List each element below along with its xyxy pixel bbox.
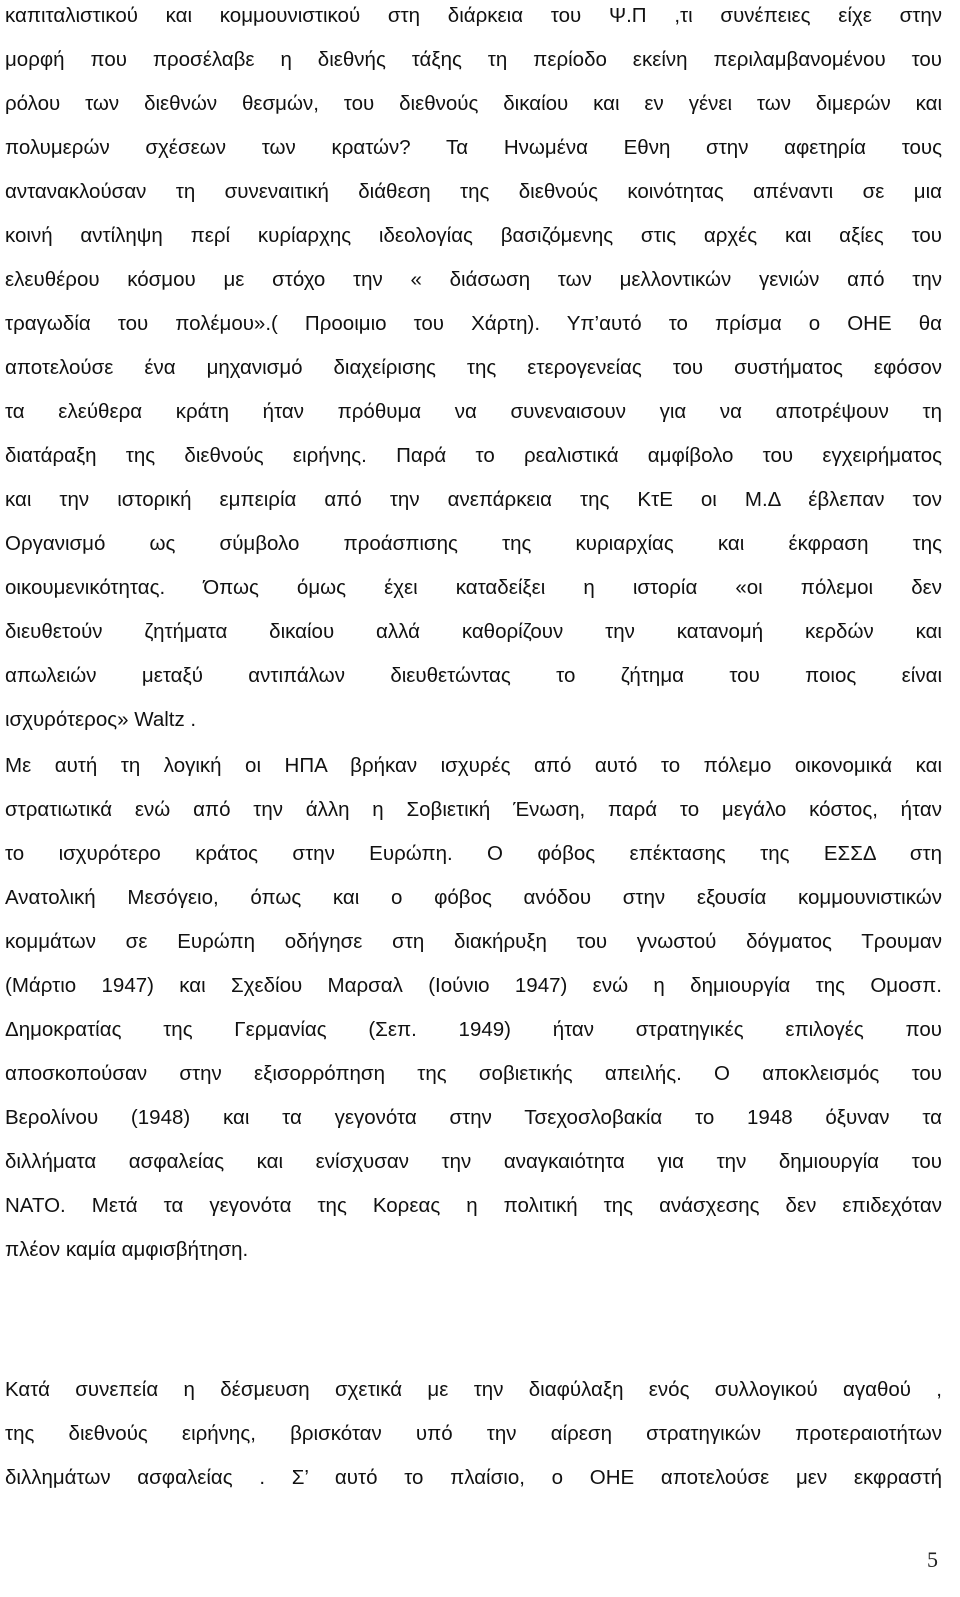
text-line: κομμάτων σε Ευρώπη οδήγησε στη διακήρυξη του γνωστού δόγματος Τρουμαν [5,930,942,953]
text-line: ΝΑΤΟ. Μετά τα γεγονότα της Κορεας η πολιτική της ανάσχεσης δεν επιδεχόταν [5,1194,942,1217]
text-line: οικουμενικότητας. Όπως όμως έχει καταδείξει η ιστορία «οι πόλεμοι δεν [5,576,942,599]
text-line: Βερολίνου (1948) και τα γεγονότα στην Τσεχοσλοβακία το 1948 όξυναν τα [5,1106,942,1129]
text-line: Κατά συνεπεία η δέσμευση σχετικά με την διαφύλαξη ενός συλλογικού αγαθού , [5,1378,942,1401]
text-line: αποσκοπούσαν στην εξισορρόπηση της σοβιετικής απειλής. Ο αποκλεισμός του [5,1062,942,1085]
text-line: στρατιωτικά ενώ από την άλλη η Σοβιετική Ένωση, παρά το μεγάλο κόστος, ήταν [5,798,942,821]
page-number: 5 [927,1547,938,1572]
text-line: και την ιστορική εμπειρία από την ανεπάρκεια της ΚτΕ οι Μ.Δ έβλεπαν τον [5,488,942,511]
text-line: ρόλου των διεθνών θεσμών, του διεθνούς δικαίου και εν γένει των διμερών και [5,92,942,115]
text-line: κοινή αντίληψη περί κυρίαρχης ιδεολογίας βασιζόμενης στις αρχές και αξίες του [5,224,942,247]
text-line: μορφή που προσέλαβε η διεθνής τάξης τη περίοδο εκείνη περιλαμβανομένου του [5,48,942,71]
text-line: αντανακλούσαν τη συνεναιτική διάθεση της διεθνούς κοινότητας απέναντι σε μια [5,180,942,203]
text-line: Με αυτή τη λογική οι ΗΠΑ βρήκαν ισχυρές από αυτό το πόλεμο οικονομικά και [5,754,942,777]
text-line: ισχυρότερος» Waltz . [5,708,197,731]
text-line: τραγωδία του πολέμου».( Προοιμιο του Χάρτη). Υπ’αυτό το πρίσμα ο ΟΗΕ θα [5,312,942,335]
text-line: Δημοκρατίας της Γερμανίας (Σεπ. 1949) ήταν στρατηγικές επιλογές που [5,1018,942,1041]
text-line: αποτελούσε ένα μηχανισμό διαχείρισης της ετερογενείας του συστήματος εφόσον [5,356,942,379]
text-line: (Μάρτιο 1947) και Σχεδίου Μαρσαλ (Ιούνιο 1947) ενώ η δημιουργία της Ομοσπ. [5,974,942,997]
text-line: πλέον καμία αμφισβήτηση. [5,1238,249,1261]
text-line: τα ελεύθερα κράτη ήταν πρόθυμα να συνεναισουν για να αποτρέψουν τη [5,400,942,423]
text-line: απωλειών μεταξύ αντιπάλων διευθετώντας το ζήτημα του ποιος είναι [5,664,942,687]
text-line: διευθετούν ζητήματα δικαίου αλλά καθορίζουν την κατανομή κερδών και [5,620,942,643]
text-line: πολυμερών σχέσεων των κρατών? Τα Ηνωμένα Εθνη στην αφετηρία τους [5,136,942,159]
text-line: το ισχυρότερο κράτος στην Ευρώπη. Ο φόβος επέκτασης της ΕΣΣΔ στη [5,842,942,865]
text-line: καπιταλιστικού και κομμουνιστικού στη διάρκεια του Ψ.Π ,τι συνέπειες είχε στην [5,4,942,27]
text-line: διλλήματα ασφαλείας και ενίσχυσαν την αναγκαιότητα για την δημιουργία του [5,1150,942,1173]
text-line: της διεθνούς ειρήνης, βρισκόταν υπό την αίρεση στρατηγικών προτεραιοτήτων [5,1422,942,1445]
text-line: Οργανισμό ως σύμβολο προάσπισης της κυριαρχίας και έκφραση της [5,532,942,555]
text-line: Ανατολική Μεσόγειο, όπως και ο φόβος ανόδου στην εξουσία κομμουνιστικών [5,886,942,909]
text-line: ελευθέρου κόσμου με στόχο την « διάσωση των μελλοντικών γενιών από την [5,268,942,291]
text-line: διατάραξη της διεθνούς ειρήνης. Παρά το ρεαλιστικά αμφίβολο του εγχειρήματος [5,444,942,467]
text-line: διλλημάτων ασφαλείας . Σ’ αυτό το πλαίσιο, ο ΟΗΕ αποτελούσε μεν εκφραστή [5,1466,942,1489]
